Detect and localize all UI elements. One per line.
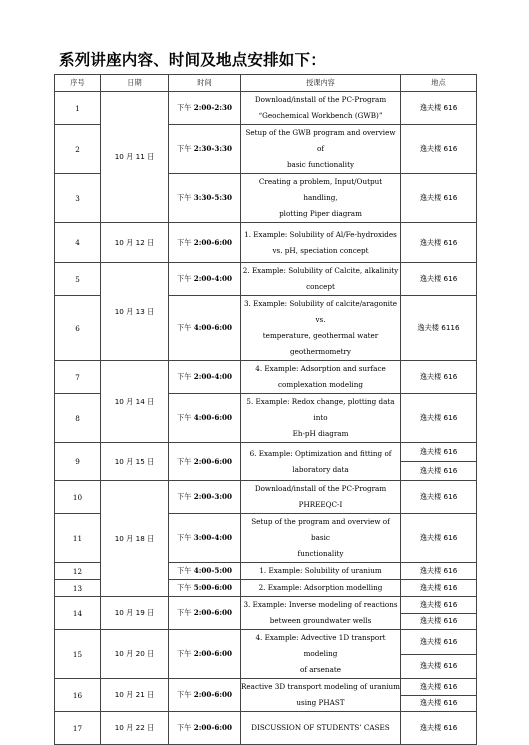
row-topic: Setup of the program and overview of basic functionality: [241, 514, 401, 563]
row-topic: 4. Example: Adsorption and surface complexation modeling: [241, 361, 401, 394]
header-row: [55, 75, 477, 92]
schedule-table: [54, 74, 477, 745]
row-time: 下午 2:00-6:00: [169, 679, 241, 712]
row-number: 2: [55, 125, 101, 174]
table-row: [55, 443, 477, 462]
row-time: 下午 2:00-6:00: [169, 223, 241, 263]
row-number: 15: [55, 630, 101, 679]
row-topic: 2. Example: Adsorption modelling: [241, 580, 401, 597]
row-location: 逸夫楼 616: [401, 514, 477, 563]
col-header-time: 时间: [169, 75, 241, 92]
table-row: [55, 92, 477, 125]
row-topic: 1. Example: Solubility of uranium: [241, 563, 401, 580]
row-topic: 4. Example: Advective 1D transport modeling of arsenate: [241, 630, 401, 679]
row-time: 下午 4:00-6:00: [169, 394, 241, 443]
row-time: 下午 2:00-6:00: [169, 597, 241, 630]
row-time: 下午 2:00-6:00: [169, 630, 241, 679]
table-row: [55, 679, 477, 696]
table-row: [55, 712, 477, 745]
row-location: 逸夫楼 616: [401, 654, 477, 679]
row-location: 逸夫楼 616: [401, 92, 477, 125]
row-time: 下午 2:00-6:00: [169, 443, 241, 481]
row-number: 12: [55, 563, 101, 580]
row-number: 3: [55, 174, 101, 223]
row-date: 10 月 19 日: [101, 597, 169, 630]
row-location: 逸夫楼 616: [401, 630, 477, 655]
row-number: 17: [55, 712, 101, 745]
row-time: 下午 2:00-2:30: [169, 92, 241, 125]
row-topic: Download/install of the PC-Program PHREEQC-I: [241, 481, 401, 514]
row-topic: 5. Example: Redox change, plotting data into Eh-pH diagram: [241, 394, 401, 443]
row-date: 10 月 21 日: [101, 679, 169, 712]
row-date: 10 月 18 日: [101, 481, 169, 597]
row-topic: Setup of the GWB program and overview of basic functionality: [241, 125, 401, 174]
row-location: 逸夫楼 616: [401, 679, 477, 696]
row-topic: 3. Example: Inverse modeling of reactions between groundwater wells: [241, 597, 401, 630]
row-location: 逸夫楼 616: [401, 394, 477, 443]
row-number: 14: [55, 597, 101, 630]
table-row: [55, 630, 477, 655]
row-number: 6: [55, 296, 101, 361]
page-heading: 系列讲座内容、时间及地点安排如下：: [59, 51, 326, 69]
table-row: [55, 263, 477, 296]
col-header-topic: 授课内容: [241, 75, 401, 92]
row-time: 下午 4:00-5:00: [169, 563, 241, 580]
row-date: 10 月 20 日: [101, 630, 169, 679]
row-location: 逸夫楼 616: [401, 597, 477, 614]
row-location: 逸夫楼 616: [401, 613, 477, 630]
row-location: 逸夫楼 616: [401, 481, 477, 514]
row-topic: 6. Example: Optimization and fitting of laboratory data: [241, 443, 401, 481]
row-time: 下午 4:00-6:00: [169, 296, 241, 361]
row-topic: Creating a problem, Input/Output handling, plotting Piper diagram: [241, 174, 401, 223]
row-number: 1: [55, 92, 101, 125]
row-number: 16: [55, 679, 101, 712]
row-number: 9: [55, 443, 101, 481]
table-row: [55, 361, 477, 394]
row-location: 逸夫楼 616: [401, 695, 477, 712]
row-location: 逸夫楼 6116: [401, 296, 477, 361]
row-topic: Reactive 3D transport modeling of uranium using PHAST: [241, 679, 401, 712]
row-location: 逸夫楼 616: [401, 361, 477, 394]
row-topic: 1. Example: Solubility of Al/Fe-hydroxides vs. pH, speciation concept: [241, 223, 401, 263]
col-header-date: 日期: [101, 75, 169, 92]
row-date: 10 月 14 日: [101, 361, 169, 443]
col-header-location: 地点: [401, 75, 477, 92]
row-topic: 2. Example: Solubility of Calcite, alkalinity concept: [241, 263, 401, 296]
row-time: 下午 3:00-4:00: [169, 514, 241, 563]
row-number: 13: [55, 580, 101, 597]
row-time: 下午 2:30-3:30: [169, 125, 241, 174]
table-row: [55, 223, 477, 263]
row-location: 逸夫楼 616: [401, 223, 477, 263]
row-date: 10 月 11 日: [101, 92, 169, 223]
row-number: 8: [55, 394, 101, 443]
row-location: 逸夫楼 616: [401, 580, 477, 597]
row-location: 逸夫楼 616: [401, 462, 477, 481]
row-location: 逸夫楼 616: [401, 443, 477, 462]
row-topic: DISCUSSION OF STUDENTS’ CASES: [241, 712, 401, 745]
row-date: 10 月 12 日: [101, 223, 169, 263]
row-number: 11: [55, 514, 101, 563]
row-time: 下午 2:00-6:00: [169, 712, 241, 745]
row-topic: Download/install of the PC-Program “Geochemical Workbench (GWB)”: [241, 92, 401, 125]
row-date: 10 月 15 日: [101, 443, 169, 481]
row-topic: 3. Example: Solubility of calcite/aragonite vs. temperature, geothermal water geothermometry: [241, 296, 401, 361]
row-number: 4: [55, 223, 101, 263]
row-location: 逸夫楼 616: [401, 174, 477, 223]
row-location: 逸夫楼 616: [401, 125, 477, 174]
row-time: 下午 2:00-4:00: [169, 361, 241, 394]
row-date: 10 月 22 日: [101, 712, 169, 745]
row-location: 逸夫楼 616: [401, 712, 477, 745]
table-row: [55, 597, 477, 614]
row-time: 下午 2:00-3:00: [169, 481, 241, 514]
row-location: 逸夫楼 616: [401, 263, 477, 296]
col-header-number: 序号: [55, 75, 101, 92]
table-row: [55, 481, 477, 514]
row-number: 10: [55, 481, 101, 514]
row-number: 7: [55, 361, 101, 394]
row-number: 5: [55, 263, 101, 296]
row-date: 10 月 13 日: [101, 263, 169, 361]
row-time: 下午 5:00-6:00: [169, 580, 241, 597]
row-time: 下午 2:00-4:00: [169, 263, 241, 296]
row-time: 下午 3:30-5:30: [169, 174, 241, 223]
row-location: 逸夫楼 616: [401, 563, 477, 580]
